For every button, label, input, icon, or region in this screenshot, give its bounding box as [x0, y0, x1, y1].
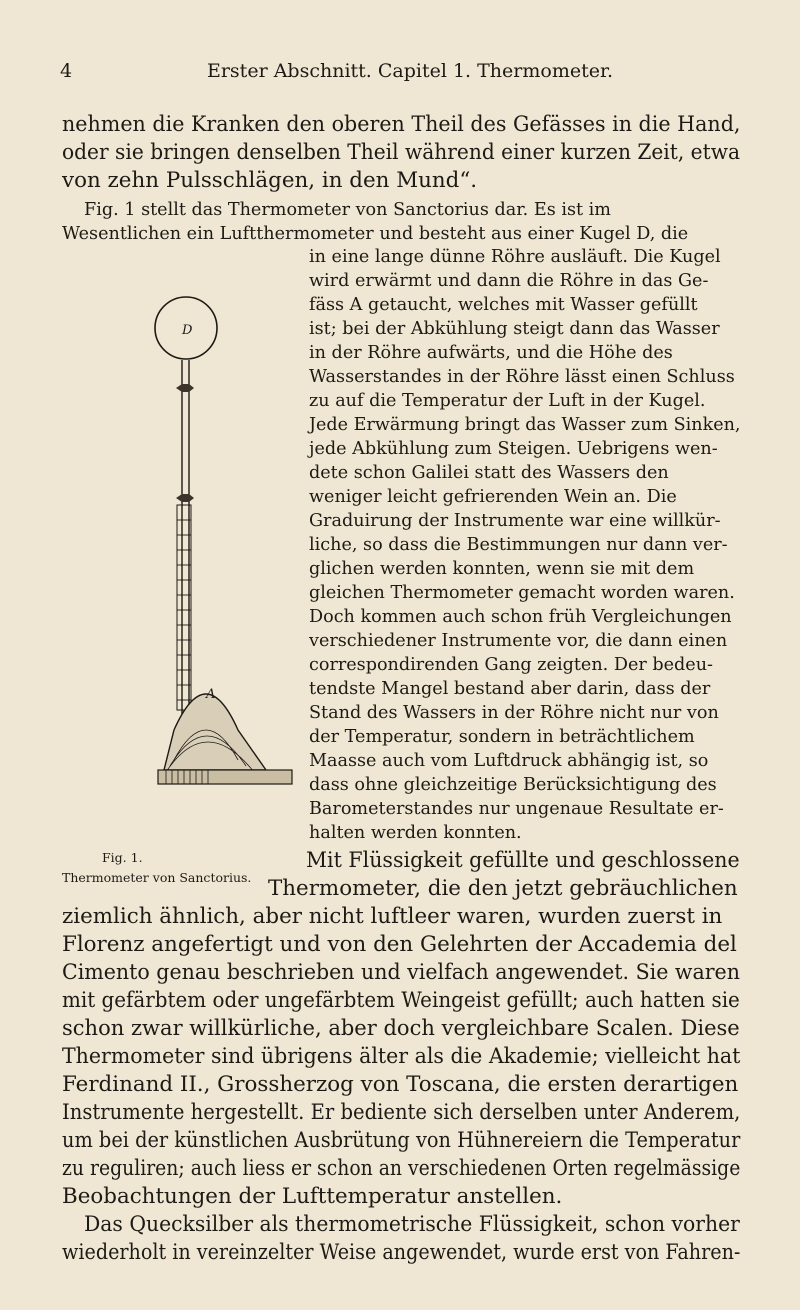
text-line: glichen werden konnten, wenn sie mit dem — [309, 559, 695, 579]
text-line: Thermometer, die den jetzt gebräuchlichen — [268, 876, 738, 901]
page-number: 4 — [60, 60, 73, 82]
text-line: mit gefärbtem oder ungefärbtem Weingeist gefüllt; auch hatten sie — [62, 988, 740, 1013]
text-line: nehmen die Kranken den oberen Theil des Gefässes in die Hand, — [62, 112, 741, 137]
text-line: zu auf die Temperatur der Luft in der Kugel. — [309, 391, 706, 411]
text-line: Jede Erwärmung bringt das Wasser zum Sinken, — [309, 415, 741, 435]
text-line: dete schon Galilei statt des Wassers den — [309, 463, 669, 483]
text-line: weniger leicht gefrierenden Wein an. Die — [309, 487, 677, 507]
label-d: D — [182, 323, 193, 338]
text-line: schon zwar willkürliche, aber doch vergleichbare Scalen. Diese — [62, 1016, 740, 1041]
text-line: dass ohne gleichzeitige Berücksichtigung des — [309, 775, 717, 795]
text-line: der Temperatur, sondern in beträchtlichem — [309, 727, 695, 747]
text-line: in der Röhre aufwärts, und die Höhe des — [309, 343, 673, 363]
text-line: oder sie bringen denselben Theil während einer kurzen Zeit, etwa — [62, 140, 741, 165]
text-line: correspondirenden Gang zeigten. Der bedeu- — [309, 655, 713, 675]
text-line: Fig. 1 stellt das Thermometer von Sanctorius dar. Es ist im — [84, 200, 611, 220]
text-line: Cimento genau beschrieben und vielfach angewendet. Sie waren — [62, 960, 740, 985]
text-line: tendste Mangel bestand aber darin, dass der — [309, 679, 711, 699]
sanctorius-thermometer-figure — [146, 280, 294, 790]
text-line: gleichen Thermometer gemacht worden waren. — [309, 583, 735, 603]
text-line: Instrumente hergestellt. Er bediente sich derselben unter Anderem, — [62, 1100, 741, 1125]
scale-marker-top — [176, 384, 194, 392]
text-line: ziemlich ähnlich, aber nicht luftleer waren, wurden zuerst in — [62, 904, 723, 929]
text-line: verschiedener Instrumente vor, die dann einen — [309, 631, 728, 651]
text-line: zu reguliren; auch liess er schon an verschiedenen Orten regelmässige — [62, 1156, 741, 1181]
text-line: von zehn Pulsschlägen, in den Mund“. — [62, 168, 478, 193]
text-line: Stand des Wassers in der Röhre nicht nur von — [309, 703, 719, 723]
text-line: fäss A getaucht, welches mit Wasser gefüllt — [309, 295, 698, 315]
text-line: Maasse auch vom Luftdruck abhängig ist, so — [309, 751, 709, 771]
label-a: A — [206, 687, 216, 702]
scale-marker-mid — [176, 494, 194, 502]
text-line: Thermometer sind übrigens älter als die Akademie; vielleicht hat — [62, 1044, 741, 1069]
text-line: Graduirung der Instrumente war eine willkür- — [309, 511, 721, 531]
running-head-title: Erster Abschnitt. Capitel 1. Thermometer. — [206, 60, 613, 82]
text-line: Florenz angefertigt und von den Gelehrten der Accademia del — [62, 932, 737, 957]
text-line: wiederholt in vereinzelter Weise angewendet, wurde erst von Fahren- — [62, 1240, 741, 1265]
text-line: Doch kommen auch schon früh Vergleichungen — [309, 607, 732, 627]
text-line: in eine lange dünne Röhre ausläuft. Die Kugel — [309, 247, 721, 267]
text-line: halten werden konnten. — [309, 823, 522, 843]
text-line: ist; bei der Abkühlung steigt dann das Wasser — [309, 319, 720, 339]
text-line: Ferdinand II., Grossherzog von Toscana, die ersten derartigen — [62, 1072, 739, 1097]
text-line: Barometerstandes nur ungenaue Resultate er- — [309, 799, 724, 819]
text-line: Mit Flüssigkeit gefüllte und geschlossene — [306, 848, 740, 873]
text-line: Wesentlichen ein Luftthermometer und besteht aus einer Kugel D, die — [62, 224, 689, 244]
figure-caption-title: Thermometer von Sanctorius. — [62, 870, 252, 885]
running-head — [60, 60, 760, 86]
text-line: liche, so dass die Bestimmungen nur dann ver- — [309, 535, 728, 555]
text-line: Das Quecksilber als thermometrische Flüssigkeit, schon vorher — [84, 1212, 740, 1237]
text-line: um bei der künstlichen Ausbrütung von Hühnereiern die Temperatur — [62, 1128, 741, 1153]
figure-caption-number: Fig. 1. — [102, 850, 143, 865]
text-line: Wasserstandes in der Röhre lässt einen Schluss — [309, 367, 735, 387]
text-line: jede Abkühlung zum Steigen. Uebrigens wen- — [309, 439, 718, 459]
text-line: Beobachtungen der Lufttemperatur anstellen. — [62, 1184, 563, 1209]
text-line: wird erwärmt und dann die Röhre in das Ge- — [309, 271, 709, 291]
